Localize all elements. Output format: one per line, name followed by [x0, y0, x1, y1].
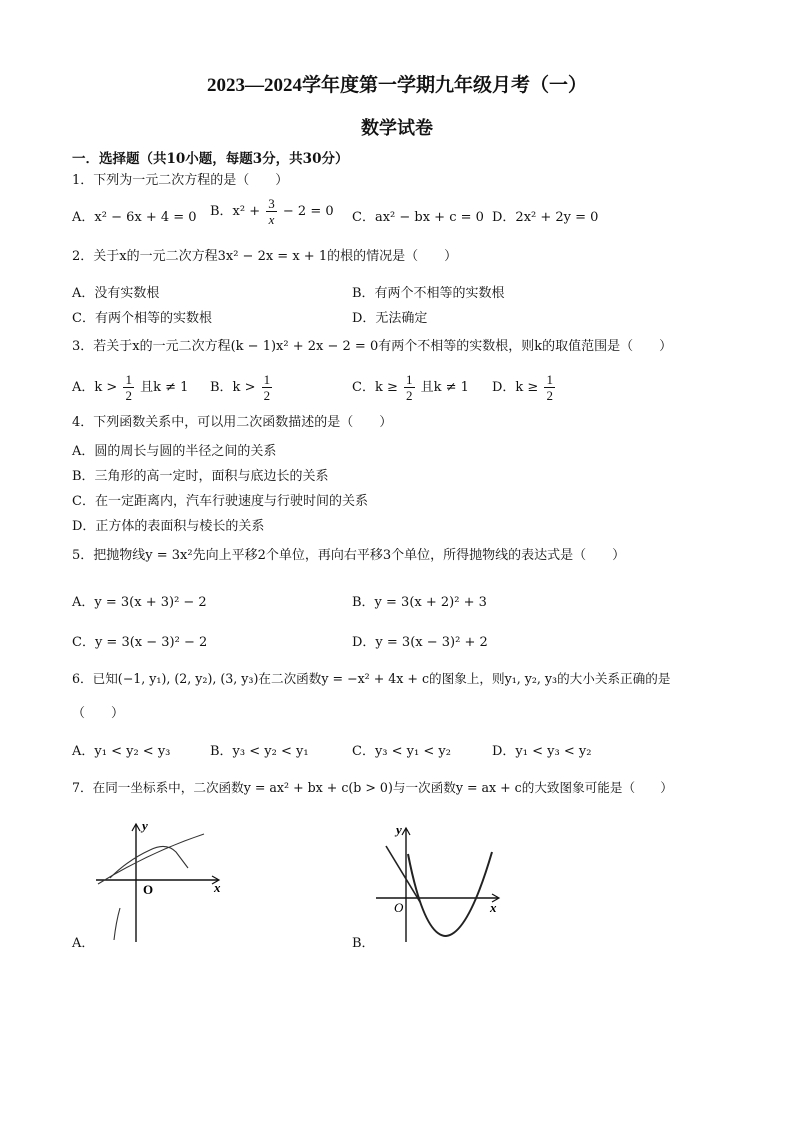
- q3-d-fraction: [544, 372, 555, 403]
- q1-b-denominator: x: [268, 212, 275, 227]
- q3-a-suffix: 且k ≠ 1: [140, 380, 189, 395]
- q3-option-d: [492, 372, 557, 403]
- q3-b-numerator: 1: [263, 372, 271, 387]
- question-3-stem: 3．若关于x的一元二次方程(k − 1)x² + 2x − 2 = 0有两个不相等的实数根，则k的取值范围是（ ）: [72, 339, 673, 354]
- graph-a-parabola: [110, 846, 188, 878]
- q1-option-c: C．ax² − bx + c = 0: [352, 210, 484, 225]
- q6-option-c: C．y₃ < y₁ < y₂: [352, 744, 451, 759]
- q5-option-b: B．y = 3(x + 2)² + 3: [352, 595, 487, 610]
- q1-b-fraction: [266, 196, 277, 227]
- exam-title: 2023—2024学年度第一学期九年级月考（一）: [206, 75, 587, 96]
- q2-option-d: D．无法确定: [352, 311, 428, 326]
- q3-c-fraction: [404, 372, 415, 403]
- q6-option-b: B．y₃ < y₂ < y₁: [210, 744, 309, 759]
- q3-d-prefix: D．k ≥: [492, 380, 539, 395]
- graph-b-y-label: y: [396, 822, 402, 837]
- q5-option-d: D．y = 3(x − 3)² + 2: [352, 635, 488, 650]
- graph-b-line: [386, 846, 420, 902]
- q3-b-denominator: 2: [263, 388, 271, 403]
- q7-graph-a: [90, 812, 240, 947]
- q2-option-b: B．有两个不相等的实数根: [352, 286, 505, 301]
- section-choice-heading: 一．选择题（共10小题，每题3分，共30分）: [72, 151, 349, 167]
- graph-b-parabola: [408, 852, 492, 936]
- q1-b-prefix: B．x² +: [210, 204, 261, 219]
- question-4-stem: 4．下列函数关系中，可以用二次函数描述的是（ ）: [72, 415, 393, 430]
- graph-b-origin-label: O: [394, 900, 404, 915]
- graph-a-origin-label: O: [143, 882, 154, 897]
- question-1-stem: 1．下列为一元二次方程的是（ ）: [72, 173, 289, 188]
- q3-c-denominator: 2: [406, 388, 413, 403]
- exam-subtitle: 数学试卷: [361, 118, 433, 138]
- q3-d-denominator: 2: [546, 388, 553, 403]
- q4-option-b: B．三角形的高一定时，面积与底边长的关系: [72, 469, 329, 484]
- graph-a-x-label: x: [214, 880, 221, 895]
- q7-option-b: B．: [352, 936, 375, 951]
- graph-a-line: [98, 834, 204, 884]
- q7-graph-b: [372, 816, 512, 946]
- q3-d-numerator: 1: [546, 372, 553, 387]
- graph-a-y-label: y: [142, 818, 148, 833]
- q5-option-a: A．y = 3(x + 3)² − 2: [72, 595, 207, 610]
- q3-a-numerator: 1: [125, 372, 132, 387]
- graph-a-parabola-tail: [114, 908, 120, 940]
- q3-option-b: [210, 372, 274, 403]
- q3-c-suffix: 且k ≠ 1: [420, 380, 469, 395]
- q4-option-c: C．在一定距离内，汽车行驶速度与行驶时间的关系: [72, 494, 368, 509]
- q3-c-numerator: 1: [406, 372, 413, 387]
- question-6-stem: 6．已知(−1, y₁), (2, y₂), (3, y₃)在二次函数y = −x² + 4x + c的图象上，则y₁, y₂, y₃的大小关系正确的是: [72, 671, 671, 686]
- q6-option-a: A．y₁ < y₂ < y₃: [72, 744, 171, 759]
- q2-option-a: A．没有实数根: [72, 286, 160, 301]
- question-7-stem: 7．在同一坐标系中，二次函数y = ax² + bx + c(b > 0)与一次函数y = ax + c的大致图象可能是（ ）: [72, 780, 673, 795]
- question-5-stem: 5．把抛物线y = 3x²先向上平移2个单位，再向右平移3个单位，所得抛物线的表达式是（ ）: [72, 548, 626, 563]
- q1-b-suffix: − 2 = 0: [282, 204, 334, 219]
- q3-option-a: [72, 372, 188, 403]
- q3-a-denominator: 2: [125, 388, 132, 403]
- q3-b-prefix: B．k >: [210, 380, 256, 395]
- graph-b-x-label: x: [490, 900, 497, 915]
- q1-option-b: [210, 196, 334, 227]
- q4-option-d: D．正方体的表面积与棱长的关系: [72, 519, 265, 534]
- q1-option-a: A．x² − 6x + 4 = 0: [72, 210, 197, 225]
- question-6-answer-paren: （ ）: [72, 706, 125, 721]
- q3-b-fraction: [262, 372, 273, 403]
- q3-a-fraction: [123, 372, 134, 403]
- q7-option-a: A．: [72, 936, 95, 951]
- q2-option-c: C．有两个相等的实数根: [72, 311, 212, 326]
- question-2-stem: 2．关于x的一元二次方程3x² − 2x = x + 1的根的情况是（ ）: [72, 249, 458, 264]
- q5-option-c: C．y = 3(x − 3)² − 2: [72, 635, 208, 650]
- q3-a-prefix: A．k >: [72, 380, 118, 395]
- q3-c-prefix: C．k ≥: [352, 380, 398, 395]
- q4-option-a: A．圆的周长与圆的半径之间的关系: [72, 444, 277, 459]
- q3-option-c: [352, 372, 469, 403]
- q1-b-numerator: 3: [268, 196, 275, 211]
- q6-option-d: D．y₁ < y₃ < y₂: [492, 744, 592, 759]
- q1-option-d: D．2x² + 2y = 0: [492, 210, 599, 225]
